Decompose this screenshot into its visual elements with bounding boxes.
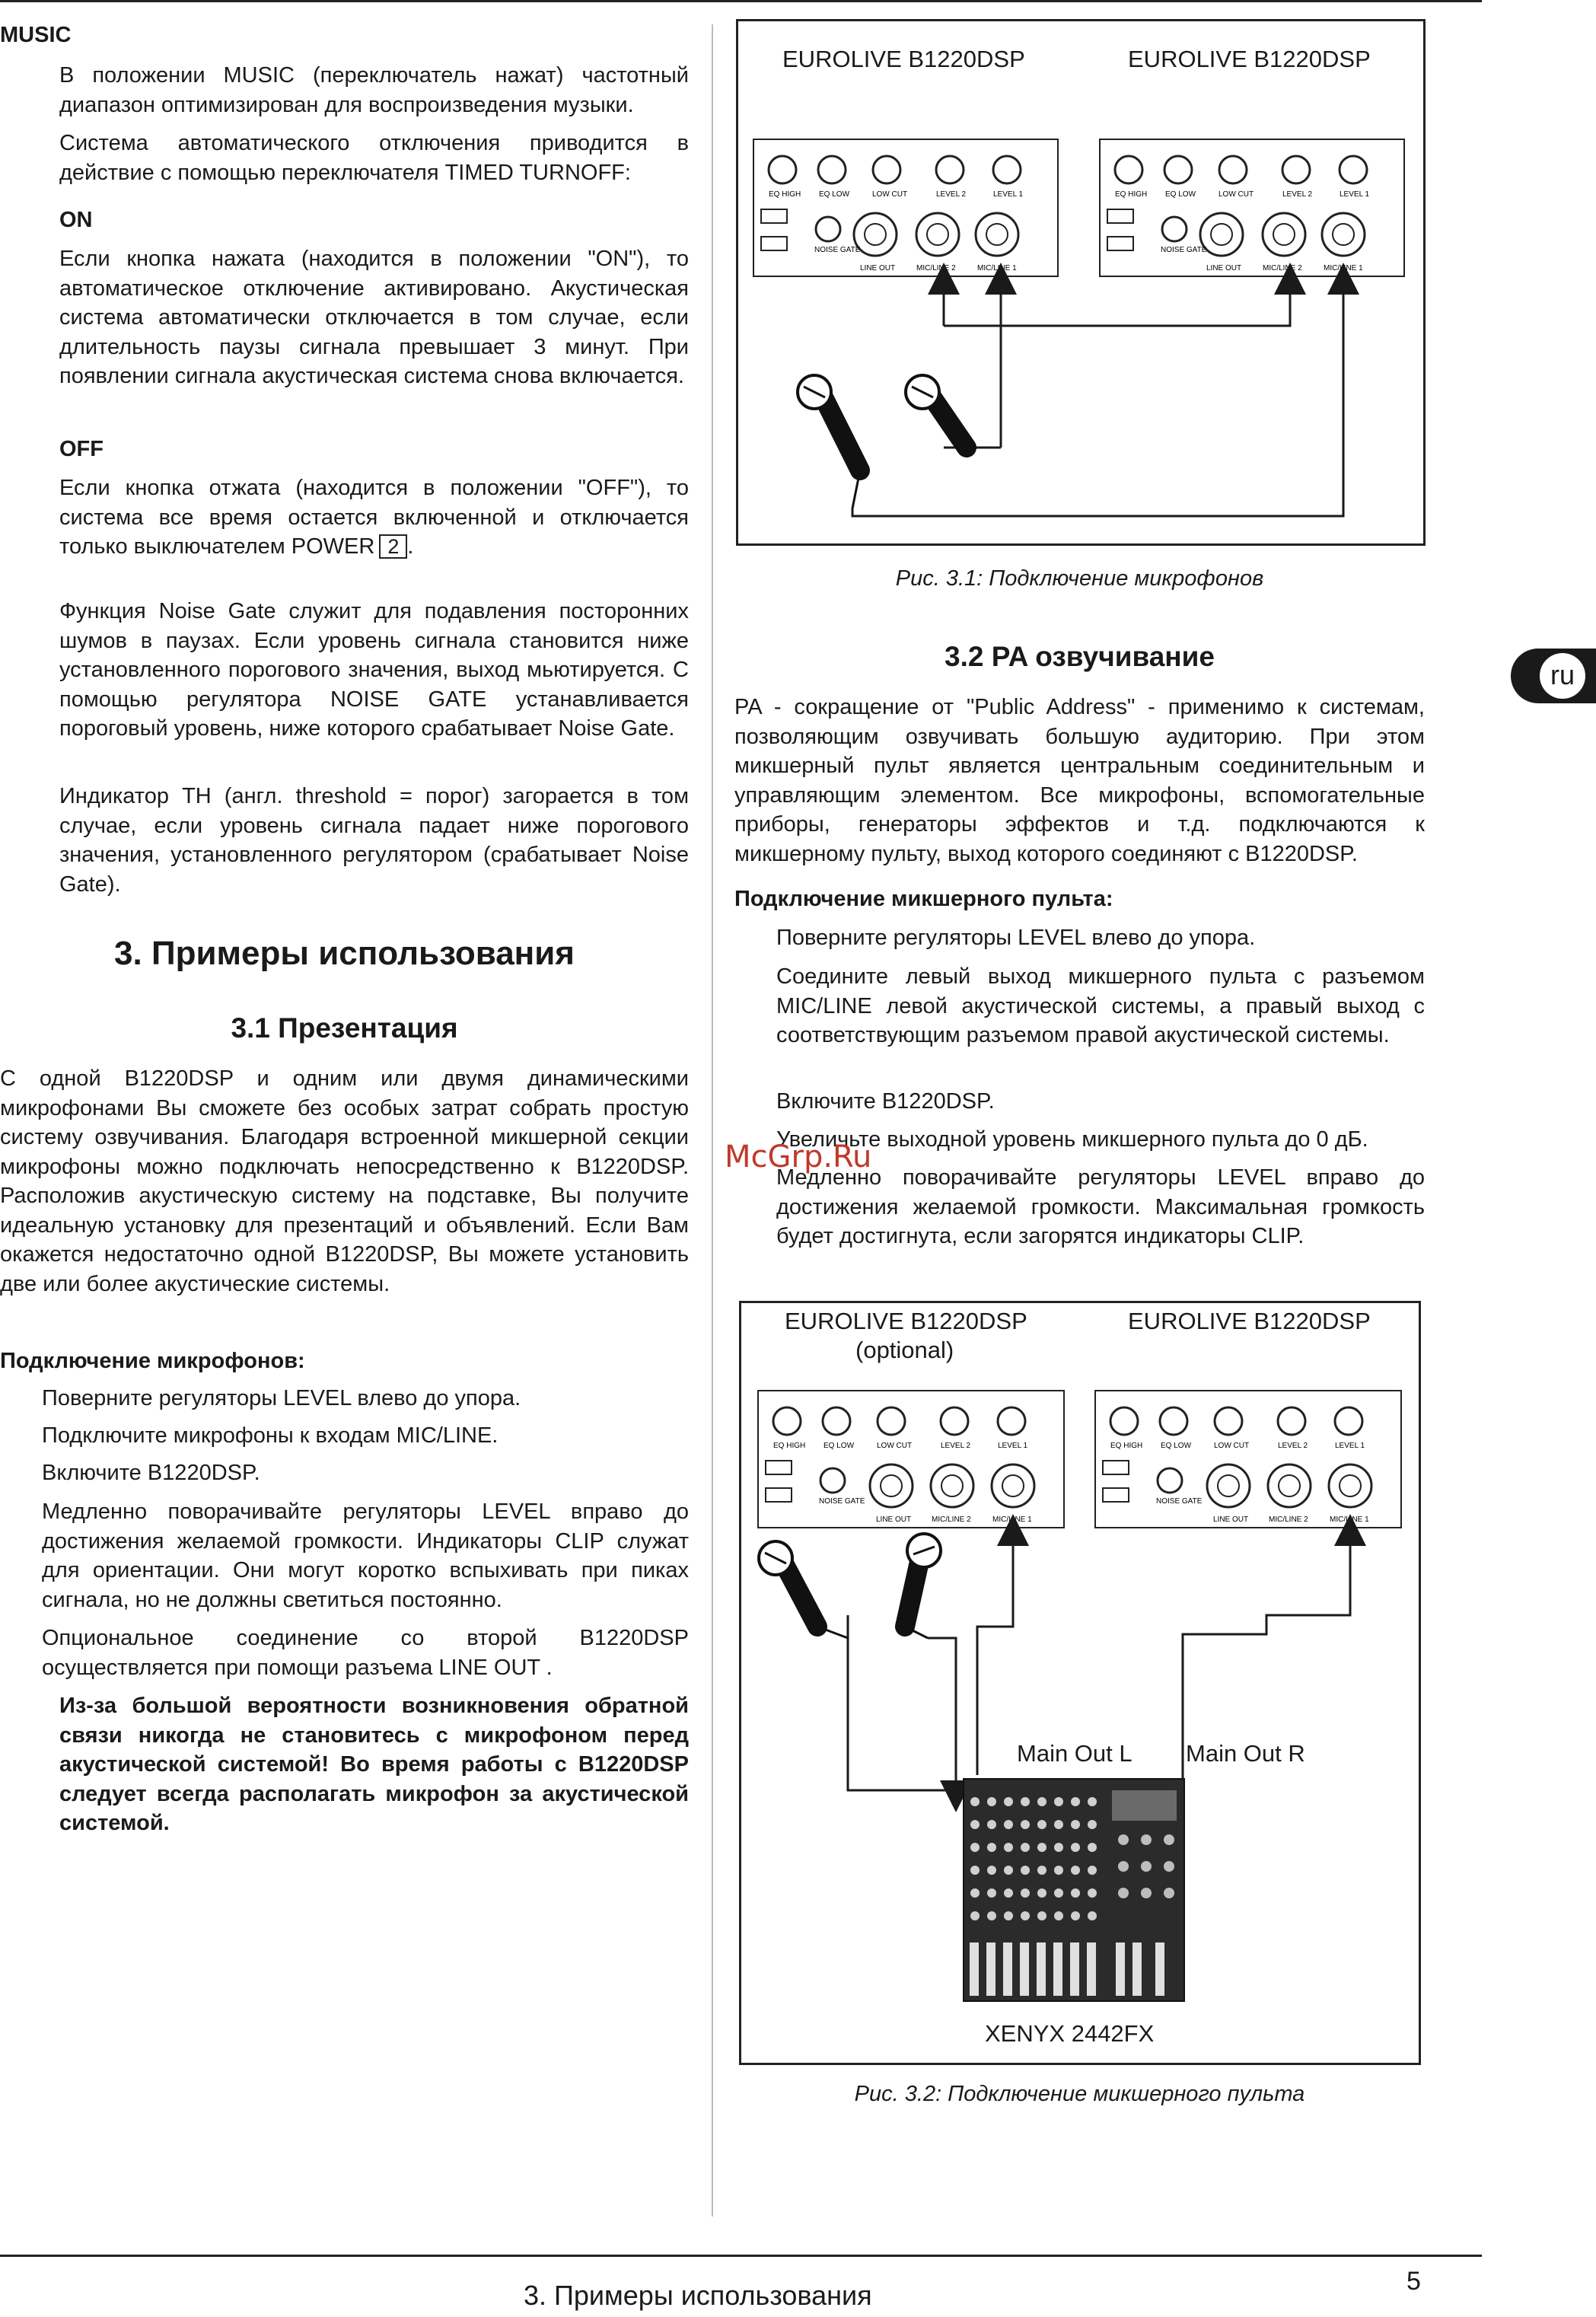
noise-gate-paragraph-2: Индикатор TH (англ. threshold = порог) загорается в том случае, если уровень сигнала падает ниже порогового значения, установленного регулятором (срабатывает Noise Gate).	[59, 784, 689, 897]
off-text: Если кнопка отжата (находится в положении "OFF"), то система все время остается включенной и отключается только выключателем POWER	[59, 476, 689, 559]
xenyx-mixer	[964, 1779, 1184, 2001]
watermark: McGrp.Ru	[725, 1139, 872, 1174]
off-end: .	[407, 534, 414, 559]
mic-step-3: Включите B1220DSP.	[42, 1461, 260, 1485]
fig2-microphone-2	[905, 1534, 941, 1638]
mixer-name-label: XENYX 2442FX	[985, 2020, 1155, 2047]
on-heading: ON	[59, 208, 93, 232]
svg-text:LEVEL 2: LEVEL 2	[941, 1442, 971, 1450]
svg-text:EQ LOW: EQ LOW	[823, 1442, 855, 1450]
mixer-step-5: Медленно поворачивайте регуляторы LEVEL вправо до достижения желаемой громкости. Максимальная громкость будет достигнута, если загорятся индикаторы CLIP.	[776, 1165, 1425, 1248]
svg-text:LEVEL 1: LEVEL 1	[993, 190, 1024, 199]
svg-text:EQ LOW: EQ LOW	[1161, 1442, 1192, 1450]
svg-text:EQ HIGH: EQ HIGH	[1115, 190, 1148, 199]
main-out-r-label: Main Out R	[1186, 1740, 1305, 1767]
page-number: 5	[1406, 2267, 1421, 2296]
svg-text:EQ LOW: EQ LOW	[1165, 190, 1196, 199]
bottom-rule	[0, 2255, 1482, 2257]
svg-text:LINE OUT: LINE OUT	[1213, 1515, 1249, 1524]
svg-text:MIC/LINE 1: MIC/LINE 1	[1330, 1515, 1369, 1524]
fig1-left-speaker-title: EUROLIVE B1220DSP	[782, 46, 1025, 72]
svg-text:LOW CUT: LOW CUT	[1214, 1442, 1250, 1450]
svg-text:NOISE GATE: NOISE GATE	[819, 1497, 865, 1506]
section-3-2-heading: 3.2 PA озвучивание	[945, 641, 1215, 672]
svg-text:MIC/LINE 2: MIC/LINE 2	[916, 264, 956, 272]
section-3-heading: 3. Примеры использования	[114, 935, 575, 972]
fig1-microphone-2	[906, 375, 967, 448]
svg-text:EQ HIGH: EQ HIGH	[1110, 1442, 1143, 1450]
svg-text:NOISE GATE: NOISE GATE	[814, 246, 861, 254]
svg-text:EQ HIGH: EQ HIGH	[773, 1442, 806, 1450]
fig2-left-speaker-title: EUROLIVE B1220DSP	[785, 1308, 1027, 1334]
fig1-diagram	[738, 21, 1423, 543]
fig1-microphone-1	[798, 375, 860, 508]
svg-text:MIC/LINE 2: MIC/LINE 2	[932, 1515, 971, 1524]
svg-text:LEVEL 2: LEVEL 2	[1282, 190, 1313, 199]
svg-text:MIC/LINE 2: MIC/LINE 2	[1263, 264, 1302, 272]
svg-text:LEVEL 1: LEVEL 1	[1340, 190, 1370, 199]
off-heading: OFF	[59, 437, 104, 461]
svg-text:EQ LOW: EQ LOW	[819, 190, 850, 199]
svg-text:MIC/LINE 1: MIC/LINE 1	[992, 1515, 1032, 1524]
svg-text:LEVEL 2: LEVEL 2	[1278, 1442, 1308, 1450]
power-key-ref: 2	[379, 534, 407, 559]
figure-3-2	[739, 1301, 1421, 2065]
svg-text:LEVEL 1: LEVEL 1	[1335, 1442, 1365, 1450]
main-out-l-label: Main Out L	[1017, 1740, 1132, 1767]
mic-step-1: Поверните регуляторы LEVEL влево до упора.	[42, 1386, 521, 1410]
top-rule	[0, 0, 1482, 2]
svg-text:NOISE GATE: NOISE GATE	[1161, 246, 1207, 254]
fig2-diagram	[741, 1303, 1419, 2063]
figure-3-1	[736, 19, 1426, 546]
section-3-1-heading: 3.1 Презентация	[231, 1012, 458, 1044]
music-heading: MUSIC	[0, 23, 72, 47]
fig2-optional-label: (optional)	[855, 1337, 954, 1363]
svg-text:LINE OUT: LINE OUT	[860, 264, 896, 272]
footer-section-title: 3. Примеры использования	[524, 2280, 872, 2311]
pa-paragraph: PA - сокращение от "Public Address" - применимо к системам, позволяющим озвучивать большую аудиторию. При этом микшерный пульт является центральным соединительным и управляющим элементом. Все микрофоны, вспомогательные приборы, генераторы эффектов и т.д. подключаются к микшерному пульту, выход которого соединяют с B1220DSP.	[734, 695, 1425, 866]
auto-off-paragraph: Система автоматического отключения приводится в действие с помощью переключателя TIMED TURNOFF:	[59, 131, 689, 185]
fig1-panel-left	[753, 139, 1058, 276]
svg-text:LEVEL 1: LEVEL 1	[998, 1442, 1028, 1450]
svg-text:LOW CUT: LOW CUT	[872, 190, 908, 199]
language-tab-label: ru	[1540, 653, 1585, 699]
figure-3-2-caption: Рис. 3.2: Подключение микшерного пульта	[854, 2082, 1305, 2106]
mixer-step-2: Соедините левый выход микшерного пульта с разъемом MIC/LINE левой акустической системы, а правый выход с соответствующим разъемом правой акустической системы.	[776, 964, 1425, 1047]
mic-step-2: Подключите микрофоны к входам MIC/LINE.	[42, 1423, 499, 1448]
mixer-step-1: Поверните регуляторы LEVEL влево до упора.	[776, 926, 1256, 950]
svg-text:LOW CUT: LOW CUT	[877, 1442, 913, 1450]
figure-3-1-caption: Рис. 3.1: Подключение микрофонов	[895, 566, 1264, 591]
off-paragraph	[59, 473, 689, 562]
mixer-step-4: Увеличьте выходной уровень микшерного пульта до 0 дБ.	[776, 1127, 1368, 1152]
noise-gate-paragraph-1: Функция Noise Gate служит для подавления посторонних шумов в паузах. Если уровень сигнала становится ниже установленного порогового значения, выход мьютируется. С помощью регулятора NOISE GATE устанавливается пороговый уровень, ниже которого срабатывает Noise Gate.	[59, 599, 689, 741]
svg-text:LEVEL 2: LEVEL 2	[936, 190, 967, 199]
svg-text:LINE OUT: LINE OUT	[1206, 264, 1242, 272]
fig2-right-speaker-title: EUROLIVE B1220DSP	[1128, 1308, 1371, 1334]
svg-text:LINE OUT: LINE OUT	[876, 1515, 912, 1524]
feedback-warning: Из-за большой вероятности возникновения обратной связи никогда не становитесь с микрофоном перед акустической системой! Во время работы с B1220DSP следует всегда располагать микрофон за акустической системой.	[59, 1694, 689, 1835]
svg-text:MIC/LINE 2: MIC/LINE 2	[1269, 1515, 1308, 1524]
mic-connection-heading: Подключение микрофонов:	[0, 1349, 305, 1373]
fig1-right-speaker-title: EUROLIVE B1220DSP	[1128, 46, 1371, 72]
on-paragraph: Если кнопка нажата (находится в положении "ON"), то автоматическое отключение активировано. Акустическая система автоматически отключается в том случае, если длительность паузы сигнала превышает 3 минут. При появлении сигнала акустическая система снова включается.	[59, 247, 689, 388]
svg-text:MIC/LINE 1: MIC/LINE 1	[1324, 264, 1363, 272]
column-divider	[712, 24, 713, 2217]
svg-text:MIC/LINE 1: MIC/LINE 1	[977, 264, 1017, 272]
mic-step-4: Медленно поворачивайте регуляторы LEVEL вправо до достижения желаемой громкости. Индикаторы CLIP служат для ориентации. Они могут коротко вспыхивать при пиках сигнала, но не должны светиться постоянно.	[42, 1500, 689, 1612]
fig2-microphone-1	[759, 1541, 848, 1638]
language-tab	[1511, 649, 1596, 703]
svg-text:NOISE GATE: NOISE GATE	[1156, 1497, 1203, 1506]
mixer-step-3: Включите B1220DSP.	[776, 1089, 995, 1114]
fig1-panel-right	[1100, 139, 1404, 276]
presentation-paragraph: С одной B1220DSP и одним или двумя динамическими микрофонами Вы сможете без особых затрат собрать простую систему озвучивания. Благодаря встроенной микшерной секции микрофоны можно подключать непосредственно к B1220DSP. Расположив акустическую систему на подставке, Вы получите идеальную установку для презентаций и объявлений. Если Вам окажется недостаточно одной B1220DSP, Вы можете установить две или более акустические системы.	[0, 1066, 689, 1296]
mixer-connection-heading: Подключение микшерного пульта:	[734, 887, 1113, 911]
music-paragraph: В положении MUSIC (переключатель нажат) частотный диапазон оптимизирован для воспроизведения музыки.	[59, 63, 689, 117]
svg-text:LOW CUT: LOW CUT	[1219, 190, 1254, 199]
svg-text:EQ HIGH: EQ HIGH	[769, 190, 801, 199]
fig2-panel-left	[758, 1391, 1064, 1528]
fig2-panel-right	[1095, 1391, 1401, 1528]
mic-step-5: Опциональное соединение со второй B1220DSP осуществляется при помощи разъема LINE OUT .	[42, 1626, 689, 1680]
